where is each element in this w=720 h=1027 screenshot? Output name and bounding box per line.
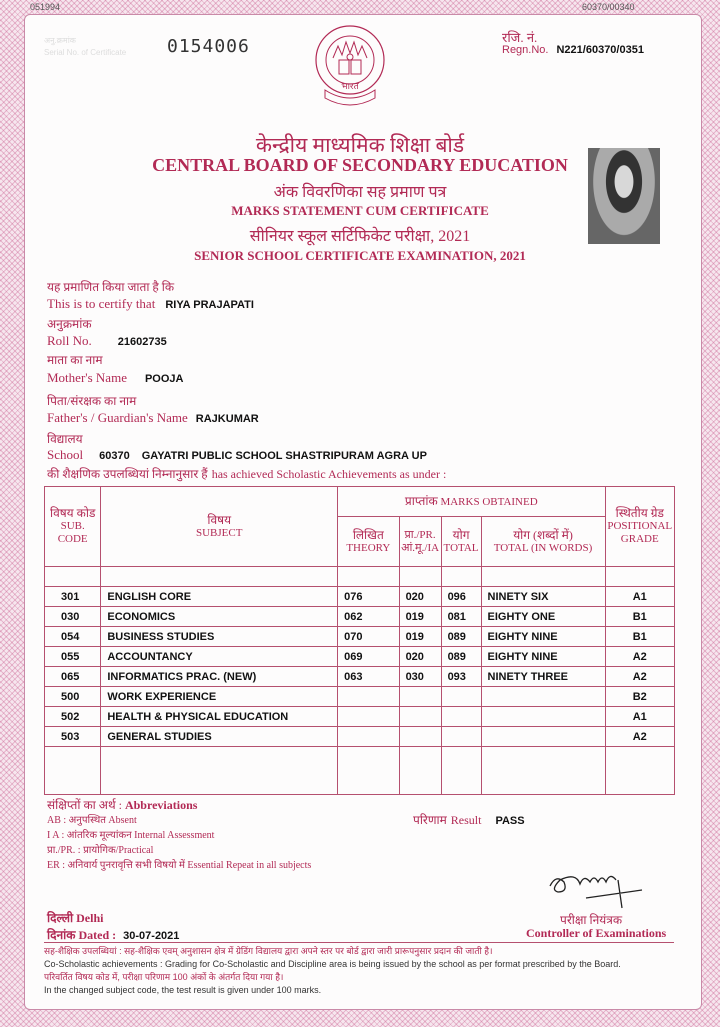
registration-label-hindi: रजि. नं. bbox=[502, 30, 538, 45]
board-title-hindi: केन्द्रीय माध्यमिक शिक्षा बोर्ड bbox=[255, 133, 465, 157]
header-sub-code: विषय कोड SUB. CODE bbox=[45, 487, 101, 567]
dated-row: दिनांक Dated : 30-07-2021 bbox=[47, 928, 180, 942]
svg-text:भारत: भारत bbox=[341, 81, 359, 91]
place-row: दिल्ली Delhi bbox=[47, 911, 104, 925]
header-total: योग TOTAL bbox=[441, 517, 481, 567]
result-value: PASS bbox=[495, 815, 525, 827]
certify-label-hindi: यह प्रमाणित किया जाता है कि bbox=[47, 280, 175, 294]
abbreviation-item: AB : अनुपस्थित Absent bbox=[47, 815, 137, 826]
controller-title: Controller of Examinations bbox=[526, 926, 667, 940]
mother-row: Mother's Name POOJA bbox=[47, 370, 184, 385]
document-title: MARKS STATEMENT CUM CERTIFICATE bbox=[231, 203, 489, 218]
result-row: परिणाम Result PASS bbox=[413, 813, 525, 827]
table-row: 301 ENGLISH CORE 076 020 096 NINETY SIX A1 bbox=[45, 587, 675, 607]
abbreviation-item: ER : अनिवार्य पुनरावृत्ति सभी विषयो में Essential Repeat in all subjects bbox=[47, 860, 312, 871]
father-name: RAJKUMAR bbox=[195, 413, 259, 425]
registration-number: Regn.No. N221/60370/0351 bbox=[502, 44, 644, 56]
mother-label-hindi: माता का नाम bbox=[47, 353, 103, 367]
father-row: Father's / Guardian's Name RAJKUMAR bbox=[47, 410, 259, 425]
exam-title-hindi: सीनियर स्कूल सर्टिफिकेट परीक्षा, 2021 bbox=[249, 228, 471, 245]
table-row: 502 HEALTH & PHYSICAL EDUCATION A1 bbox=[45, 707, 675, 727]
student-name-row: This is to certify that RIYA PRAJAPATI bbox=[47, 296, 254, 311]
mother-name: POOJA bbox=[144, 373, 184, 385]
cbse-logo-icon bbox=[313, 22, 387, 112]
table-row: 054 BUSINESS STUDIES 070 019 089 EIGHTY NINE B1 bbox=[45, 627, 675, 647]
achievement-line: की शैक्षणिक उपलब्धियां निम्नानुसार हैं has achieved Scholastic Achievements as under : bbox=[47, 467, 447, 481]
header-subject: विषय SUBJECT bbox=[101, 487, 338, 567]
table-row: 030 ECONOMICS 062 019 081 EIGHTY ONE B1 bbox=[45, 607, 675, 627]
faded-serial-label: अनु.क्रमांक Serial No. of Certificate bbox=[44, 36, 127, 57]
table-row: 055 ACCOUNTANCY 069 020 089 EIGHTY NINE A2 bbox=[45, 647, 675, 667]
signature-icon bbox=[546, 868, 646, 917]
top-serial-right: 60370/00340 bbox=[582, 2, 635, 12]
table-row: 500 WORK EXPERIENCE B2 bbox=[45, 687, 675, 707]
header-total-words: योग (शब्दों में) TOTAL (IN WORDS) bbox=[481, 517, 605, 567]
footer-divider bbox=[44, 942, 674, 943]
roll-number: 21602735 bbox=[117, 336, 167, 348]
student-name: RIYA PRAJAPATI bbox=[165, 299, 254, 311]
issue-date: 30-07-2021 bbox=[123, 930, 180, 942]
marks-table bbox=[44, 486, 675, 795]
school-name: GAYATRI PUBLIC SCHOOL SHASTRIPURAM AGRA UP bbox=[141, 450, 427, 462]
roll-label-hindi: अनुक्रमांक bbox=[47, 317, 92, 331]
school-label-hindi: विद्यालय bbox=[47, 432, 83, 446]
table-row: 065 INFORMATICS PRAC. (NEW) 063 030 093 NINETY THREE A2 bbox=[45, 667, 675, 687]
student-photo bbox=[588, 148, 660, 244]
top-serial-left: 051994 bbox=[30, 2, 61, 12]
header-positional-grade: स्थितीय ग्रेड POSITIONAL GRADE bbox=[605, 487, 675, 567]
document-title-hindi: अंक विवरणिका सह प्रमाण पत्र bbox=[273, 184, 447, 201]
board-title: CENTRAL BOARD OF SECONDARY EDUCATION bbox=[152, 155, 568, 175]
table-row: 503 GENERAL STUDIES A2 bbox=[45, 727, 675, 747]
certificate-serial-number: 0154006 bbox=[167, 36, 250, 57]
roll-row: Roll No. 21602735 bbox=[47, 333, 167, 348]
header-practical: प्रा./PR. आं.मू./IA bbox=[399, 517, 441, 567]
header-theory: लिखित THEORY bbox=[338, 517, 399, 567]
father-label-hindi: पिता/संरक्षक का नाम bbox=[47, 394, 137, 408]
header-marks-obtained: प्राप्तांक MARKS OBTAINED bbox=[338, 487, 605, 517]
controller-title-hindi: परीक्षा नियंत्रक bbox=[560, 913, 623, 927]
exam-title: SENIOR SCHOOL CERTIFICATE EXAMINATION, 2021 bbox=[194, 248, 526, 263]
school-row: School 60370 GAYATRI PUBLIC SCHOOL SHASTRIPURAM AGRA UP bbox=[47, 447, 427, 462]
school-code: 60370 bbox=[99, 450, 130, 462]
abbreviations-title: संक्षिप्तों का अर्थ : Abbreviations bbox=[47, 798, 198, 812]
abbreviation-item: प्रा./PR. : प्रायोगिक/Practical bbox=[47, 845, 154, 856]
abbreviation-item: I A : आंतरिक मूल्यांकन Internal Assessment bbox=[47, 830, 215, 841]
footer-notes: सह-शैक्षिक उपलब्धियां : सह-शैक्षिक एवम् अनुशासन क्षेत्र में ग्रेडिंग विद्यालय द्वारा अपने स्तर पर बोर्ड द्वारा जारी प्रारूपनुसार प्रदान की जाती है। Co-Scholastic achievements : Grading for Co-Scholastic and Discipline area is being issued by the school as per format prescribed by the Board. परिवर्तित विषय कोड में, परीक्षा परिणाम 100 अंकों के अंतर्गत दिया गया है। In the changed subject code, the test result is given under 100 marks. bbox=[44, 946, 621, 995]
abbreviations-block bbox=[47, 798, 311, 873]
